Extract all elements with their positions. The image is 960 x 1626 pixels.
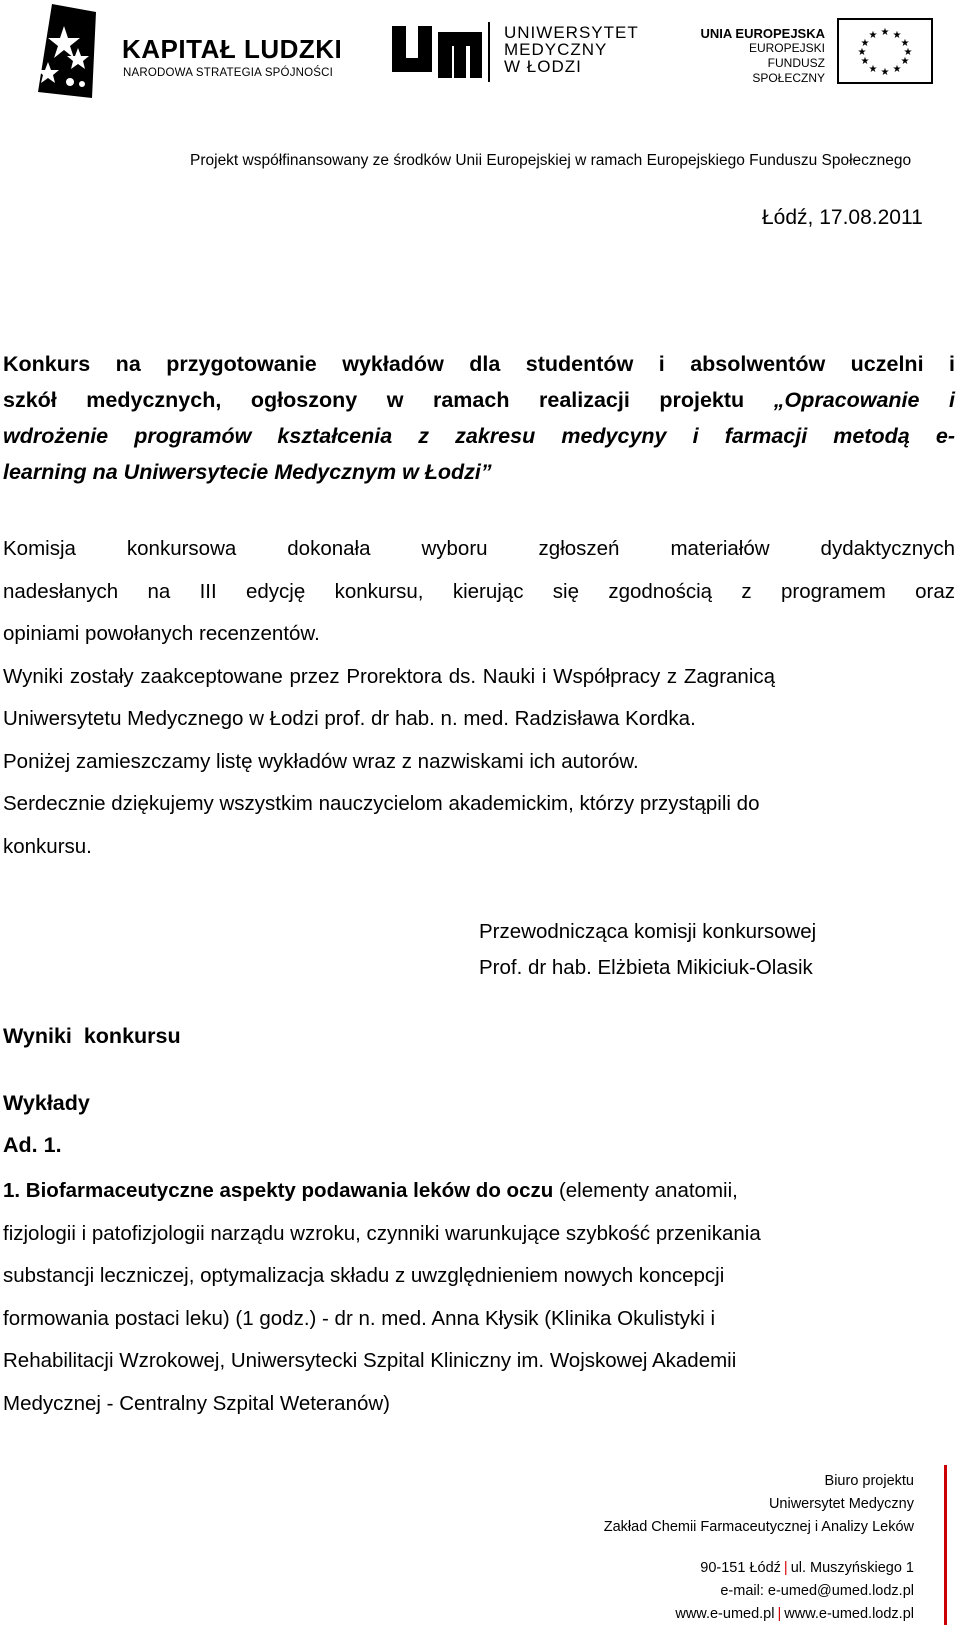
lecture-title: 1. Biofarmaceutyczne aspekty podawania leków do oczu — [3, 1179, 554, 1202]
university-name-line2: MEDYCZNY — [504, 40, 608, 59]
footer-accent-bar — [944, 1465, 947, 1625]
results-heading: Wyniki konkursu — [3, 1024, 181, 1048]
title-line-1: Konkurs na przygotowanie wykładów dla studentów i absolwentów uczelni i — [3, 352, 955, 376]
lecture-line-6: Medycznej - Centralny Szpital Weteranów) — [3, 1391, 390, 1415]
kapital-ludzki-emblem — [34, 4, 100, 100]
svg-text:★: ★ — [868, 30, 878, 41]
lecture-line-3: substancji leczniczej, optymalizacja składu z uwzględnieniem nowych koncepcji — [3, 1264, 725, 1287]
footer-city: 90-151 Łódź — [700, 1560, 781, 1576]
footer-office: Biuro projektu — [824, 1473, 914, 1489]
svg-text:★: ★ — [900, 56, 910, 67]
eu-flag-icon — [837, 18, 933, 84]
footer-address — [604, 1557, 914, 1580]
footer-department: Zakład Chemii Farmaceutycznej i Analizy Leków — [603, 1519, 914, 1535]
body-paragraph — [3, 528, 955, 868]
university-name-line3: W ŁODZI — [504, 57, 582, 76]
document-title — [3, 346, 955, 490]
um-divider — [488, 22, 490, 82]
kapital-ludzki-title: KAPITAŁ LUDZKI — [122, 34, 343, 64]
title-line-4: learning na Uniwersytecie Medycznym w Łodzi” — [3, 460, 492, 484]
title-line-2 — [3, 382, 955, 418]
footer-websites — [604, 1603, 914, 1626]
footer-email[interactable]: e-mail: e-umed@umed.lodz.pl — [720, 1583, 914, 1599]
svg-text:★: ★ — [868, 64, 878, 75]
body-line-7: Serdecznie dziękujemy wszystkim nauczycielom akademickim, którzy przystąpili do — [3, 792, 760, 815]
lecture-item — [3, 1170, 933, 1425]
svg-text:★: ★ — [892, 30, 902, 41]
university-name-line1: UNIWERSYTET — [504, 23, 639, 42]
eu-line3: FUNDUSZ SPOŁECZNY — [752, 56, 825, 85]
signature-name: Prof. dr hab. Elżbieta Mikiciuk-Olasik — [479, 956, 813, 979]
svg-text:★: ★ — [857, 47, 867, 58]
eu-text — [695, 26, 825, 86]
signature-role: Przewodnicząca komisji konkursowej — [479, 920, 817, 943]
title-line-2-italic: „Opracowanie i — [773, 388, 955, 412]
footer-separator: | — [783, 1560, 788, 1576]
footer-university: Uniwersytet Medyczny — [768, 1496, 914, 1512]
footer-separator-2: | — [777, 1606, 782, 1622]
lectures-heading: Wykłady — [3, 1091, 90, 1115]
svg-text:★: ★ — [880, 27, 890, 38]
body-line-6: Poniżej zamieszczamy listę wykładów wraz z nazwiskami ich autorów. — [3, 749, 639, 773]
project-cofinancing-line: Projekt współfinansowany ze środków Unii Europejskiej w ramach Europejskiego Funduszu Społecznego — [190, 152, 912, 169]
eu-line2: EUROPEJSKI — [748, 41, 825, 55]
eu-line1: UNIA EUROPEJSKA — [700, 26, 825, 41]
signature-block — [479, 914, 816, 986]
footer-street: ul. Muszyńskiego 1 — [790, 1560, 914, 1576]
kapital-ludzki-subtitle: NARODOWA STRATEGIA SPÓJNOŚCI — [123, 67, 334, 79]
document-date: Łódź, 17.08.2011 — [762, 206, 923, 229]
footer-spacer — [604, 1539, 914, 1557]
footer-web1[interactable]: www.e-umed.pl — [675, 1606, 775, 1622]
svg-text:★: ★ — [892, 64, 902, 75]
lecture-line-2: fizjologii i patofizjologii narządu wzroku, czynniki warunkujące szybkość przenikania — [3, 1221, 761, 1245]
um-logo-icon — [392, 26, 482, 84]
title-line-3: wdrożenie programów kształcenia z zakresu medycyny i farmacji metodą e- — [3, 424, 955, 448]
body-line-3: opiniami powołanych recenzentów. — [3, 622, 320, 645]
footer-contact — [604, 1470, 914, 1626]
svg-text:★: ★ — [900, 38, 910, 49]
svg-text:★: ★ — [903, 47, 913, 58]
title-line-2-plain: szkół medycznych, ogłoszony w ramach realizacji projektu — [3, 388, 774, 412]
svg-text:★: ★ — [860, 56, 870, 67]
lecture-line-1 — [3, 1170, 933, 1213]
university-name — [504, 24, 639, 75]
ad-label: Ad. 1. — [3, 1133, 62, 1157]
lecture-line-4: formowania postaci leku) (1 godz.) - dr n. med. Anna Kłysik (Klinika Okulistyki i — [3, 1306, 716, 1330]
lecture-line-1-rest: (elementy anatomii, — [553, 1179, 738, 1202]
body-line-1: Komisja konkursowa dokonała wyboru zgłoszeń materiałów dydaktycznych — [3, 537, 955, 560]
lecture-line-5: Rehabilitacji Wzrokowej, Uniwersytecki Szpital Kliniczny im. Wojskowej Akademii — [3, 1349, 737, 1372]
footer-web2[interactable]: www.e-umed.lodz.pl — [784, 1606, 914, 1622]
svg-text:★: ★ — [860, 38, 870, 49]
svg-text:★: ★ — [880, 67, 890, 78]
body-line-4: Wyniki zostały zaakceptowane przez Prorektora ds. Nauki i Współpracy z Zagranicą — [3, 664, 776, 688]
body-line-5: Uniwersytetu Medycznego w Łodzi prof. dr hab. n. med. Radzisława Kordka. — [3, 707, 696, 730]
body-line-8: konkursu. — [3, 834, 92, 858]
body-line-2: nadesłanych na III edycję konkursu, kierując się zgodnością z programem oraz — [3, 579, 955, 603]
